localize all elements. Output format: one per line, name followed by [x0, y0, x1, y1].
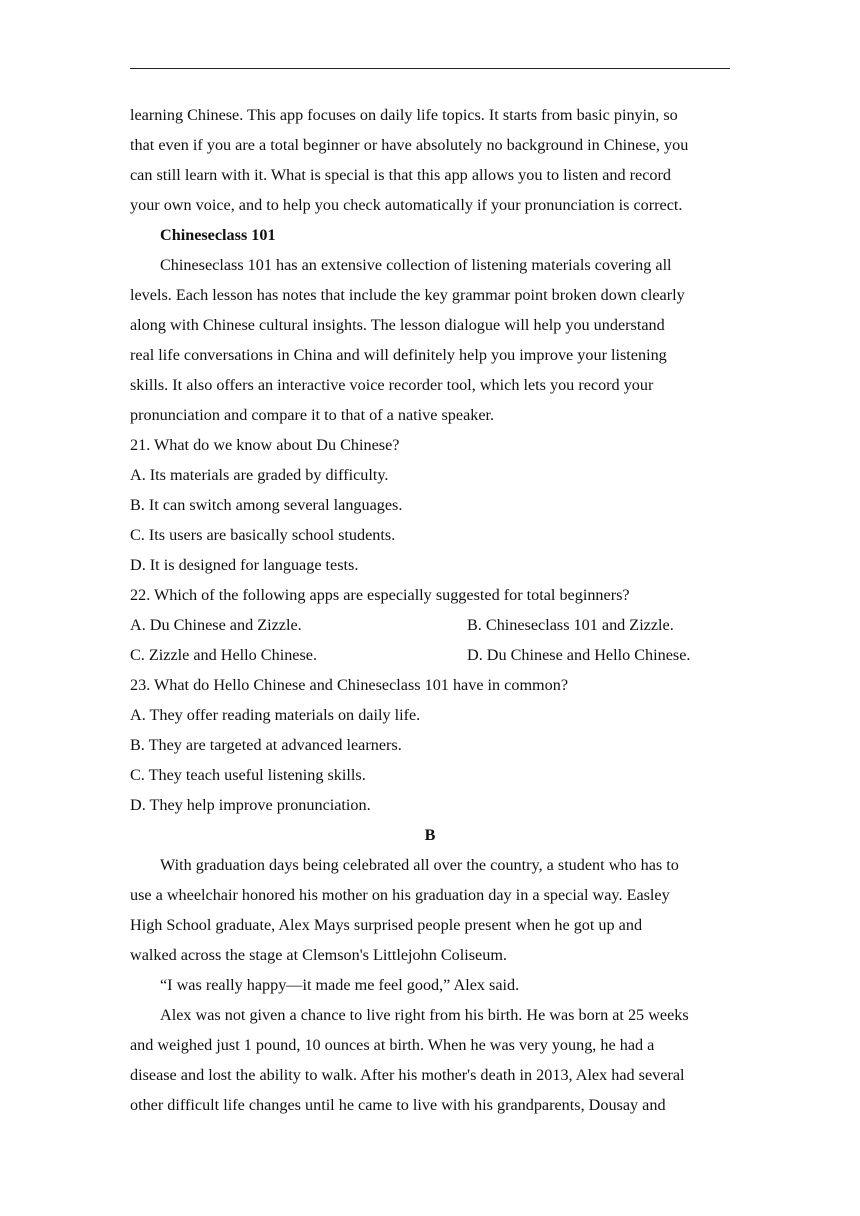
passage-b-para3-line: Alex was not given a chance to live right from his birth. He was born at 25 weeks — [160, 1006, 689, 1024]
question-21-option-c: C. Its users are basically school students. — [130, 526, 396, 544]
passage-a-intro-line: your own voice, and to help you check automatically if your pronunciation is correct. — [130, 196, 683, 214]
question-22-options-row-2 — [130, 640, 730, 670]
chineseclass-line: skills. It also offers an interactive voice recorder tool, which lets you record your — [130, 376, 654, 394]
page-content — [130, 100, 730, 1120]
question-22-option-b: B. Chineseclass 101 and Zizzle. — [467, 616, 674, 634]
passage-a-intro-line: can still learn with it. What is special is that this app allows you to listen and record — [130, 166, 671, 184]
chineseclass-line: pronunciation and compare it to that of a native speaker. — [130, 406, 495, 424]
passage-b-para3-line: disease and lost the ability to walk. After his mother's death in 2013, Alex had several — [130, 1066, 685, 1084]
question-23-option-d: D. They help improve pronunciation. — [130, 796, 371, 814]
passage-b-heading: B — [424, 826, 436, 844]
passage-b-para1-line: With graduation days being celebrated all over the country, a student who has to — [160, 856, 679, 874]
question-21-stem: 21. What do we know about Du Chinese? — [130, 436, 400, 454]
chineseclass-line: along with Chinese cultural insights. The lesson dialogue will help you understand — [130, 316, 665, 334]
passage-a-intro-line: that even if you are a total beginner or have absolutely no background in Chinese, you — [130, 136, 689, 154]
chineseclass-line: real life conversations in China and will definitely help you improve your listening — [130, 346, 667, 364]
passage-b-para1-line: use a wheelchair honored his mother on his graduation day in a special way. Easley — [130, 886, 670, 904]
passage-b-para2-line: “I was really happy—it made me feel good,” Alex said. — [160, 976, 520, 994]
chineseclass-line: levels. Each lesson has notes that include the key grammar point broken down clearly — [130, 286, 685, 304]
question-22-option-d: D. Du Chinese and Hello Chinese. — [467, 646, 691, 664]
question-22-option-a: A. Du Chinese and Zizzle. — [130, 616, 302, 634]
question-21-option-b: B. It can switch among several languages. — [130, 496, 403, 514]
question-22-options-row-1 — [130, 610, 730, 640]
question-23-option-b: B. They are targeted at advanced learners. — [130, 736, 402, 754]
question-21-option-d: D. It is designed for language tests. — [130, 556, 359, 574]
passage-b-para1-line: walked across the stage at Clemson's Littlejohn Coliseum. — [130, 946, 507, 964]
chineseclass-line: Chineseclass 101 has an extensive collection of listening materials covering all — [160, 256, 672, 274]
passage-b-para3-line: and weighed just 1 pound, 10 ounces at birth. When he was very young, he had a — [130, 1036, 655, 1054]
question-22-option-c: C. Zizzle and Hello Chinese. — [130, 646, 318, 664]
question-23-stem: 23. What do Hello Chinese and Chineseclass 101 have in common? — [130, 676, 569, 694]
question-23-option-c: C. They teach useful listening skills. — [130, 766, 366, 784]
header-rule — [130, 68, 730, 69]
question-23-option-a: A. They offer reading materials on daily life. — [130, 706, 421, 724]
chineseclass-heading: Chineseclass 101 — [160, 226, 276, 244]
question-22-stem: 22. Which of the following apps are especially suggested for total beginners? — [130, 586, 630, 604]
passage-b-para3-line: other difficult life changes until he came to live with his grandparents, Dousay and — [130, 1096, 666, 1114]
question-21-option-a: A. Its materials are graded by difficulty. — [130, 466, 389, 484]
passage-a-intro-line: learning Chinese. This app focuses on daily life topics. It starts from basic pinyin, so — [130, 106, 678, 124]
passage-b-para1-line: High School graduate, Alex Mays surprised people present when he got up and — [130, 916, 643, 934]
